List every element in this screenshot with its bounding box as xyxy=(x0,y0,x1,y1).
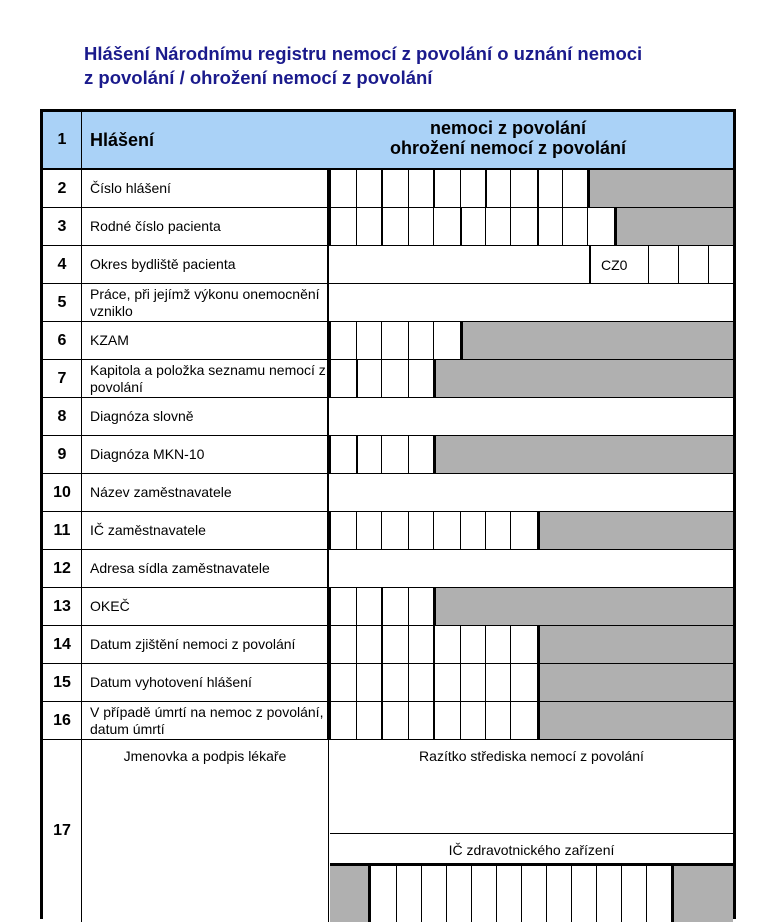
char-box[interactable] xyxy=(356,436,381,473)
input-area[interactable] xyxy=(329,474,733,511)
row-number: 1 xyxy=(43,112,82,168)
input-area[interactable] xyxy=(329,512,733,549)
char-box[interactable] xyxy=(546,866,571,922)
input-area[interactable] xyxy=(329,550,733,587)
row-13 xyxy=(43,588,733,626)
char-box[interactable] xyxy=(537,170,562,207)
char-box[interactable] xyxy=(596,866,621,922)
row-16 xyxy=(43,702,733,740)
row-11 xyxy=(43,512,733,550)
char-box[interactable] xyxy=(460,626,485,663)
shaded-area xyxy=(540,512,733,549)
row-8 xyxy=(43,398,733,436)
char-box[interactable] xyxy=(381,322,408,359)
row-5 xyxy=(43,284,733,322)
row-2 xyxy=(43,170,733,208)
char-box[interactable] xyxy=(460,208,485,245)
report-type-options[interactable] xyxy=(283,118,733,158)
row-number: 3 xyxy=(43,208,82,245)
district-prefix: CZ0 xyxy=(593,246,649,283)
char-box[interactable] xyxy=(485,664,510,701)
field-label: Diagnóza slovně xyxy=(82,398,329,435)
row-number: 14 xyxy=(43,626,82,663)
char-box[interactable] xyxy=(356,360,381,397)
row-4 xyxy=(43,246,733,284)
form-title xyxy=(84,42,764,90)
char-box[interactable] xyxy=(381,664,408,701)
field-label: IČ zaměstnavatele xyxy=(82,512,329,549)
char-box[interactable] xyxy=(356,208,381,245)
char-box[interactable] xyxy=(329,588,356,625)
char-box[interactable] xyxy=(433,208,460,245)
char-box[interactable] xyxy=(408,588,433,625)
field-label: Datum vyhotovení hlášení xyxy=(82,664,329,701)
field-label: KZAM xyxy=(82,322,329,359)
char-box[interactable] xyxy=(408,436,433,473)
char-box[interactable] xyxy=(621,866,646,922)
text-field[interactable] xyxy=(329,246,591,283)
shaded-area xyxy=(540,626,733,663)
row-15 xyxy=(43,664,733,702)
row-number: 2 xyxy=(43,170,82,207)
row-number: 16 xyxy=(43,702,82,739)
row-17-signature xyxy=(43,740,733,922)
char-box[interactable] xyxy=(408,702,433,739)
char-box[interactable] xyxy=(471,866,496,922)
report-form-table xyxy=(40,109,736,919)
char-box[interactable] xyxy=(433,170,460,207)
form-title-line1: Hlášení Národnímu registru nemocí z povolání o uznání nemoci xyxy=(84,43,643,64)
field-label: Adresa sídla zaměstnavatele xyxy=(82,550,329,587)
char-box[interactable] xyxy=(510,208,537,245)
char-box[interactable] xyxy=(510,664,537,701)
row-10 xyxy=(43,474,733,512)
char-box[interactable] xyxy=(485,512,510,549)
char-box[interactable] xyxy=(329,322,356,359)
facility-ic-input[interactable] xyxy=(330,866,733,922)
char-box[interactable] xyxy=(433,322,460,359)
shaded-area xyxy=(436,588,733,625)
char-box[interactable] xyxy=(408,512,433,549)
char-box[interactable] xyxy=(356,626,381,663)
char-box[interactable] xyxy=(381,702,408,739)
row-number: 5 xyxy=(43,284,82,321)
row-number: 12 xyxy=(43,550,82,587)
char-box[interactable] xyxy=(510,170,537,207)
field-label: Název zaměstnavatele xyxy=(82,474,329,511)
row-number: 7 xyxy=(43,360,82,397)
char-box[interactable] xyxy=(371,866,396,922)
center-stamp-field[interactable]: Razítko střediska nemocí z povolání xyxy=(330,740,733,834)
option-occupational-disease[interactable]: nemoci z povolání xyxy=(429,118,587,138)
char-box[interactable] xyxy=(329,626,356,663)
char-box[interactable] xyxy=(329,170,356,207)
char-box[interactable] xyxy=(485,208,510,245)
row-6 xyxy=(43,322,733,360)
field-label: V případě úmrtí na nemoc z povolání, datum úmrtí xyxy=(82,702,329,739)
row-number: 11 xyxy=(43,512,82,549)
text-field[interactable] xyxy=(329,398,733,435)
header-row xyxy=(43,112,733,170)
field-label: Rodné číslo pacienta xyxy=(82,208,329,245)
shaded-area xyxy=(617,208,733,245)
header-label: Hlášení xyxy=(90,129,155,150)
char-box[interactable] xyxy=(460,512,485,549)
char-box[interactable] xyxy=(356,664,381,701)
input-area[interactable] xyxy=(329,626,733,663)
char-box[interactable] xyxy=(510,702,537,739)
char-box[interactable] xyxy=(562,208,587,245)
char-box[interactable] xyxy=(329,208,356,245)
char-box[interactable] xyxy=(408,626,433,663)
char-box[interactable] xyxy=(460,702,485,739)
char-box[interactable] xyxy=(485,170,510,207)
input-area[interactable] xyxy=(329,284,733,321)
char-box[interactable] xyxy=(408,170,433,207)
char-box[interactable] xyxy=(408,664,433,701)
input-area[interactable] xyxy=(329,208,733,245)
row-number: 4 xyxy=(43,246,82,283)
char-box[interactable] xyxy=(485,702,510,739)
char-box[interactable] xyxy=(446,866,471,922)
input-area[interactable] xyxy=(329,170,733,207)
input-area[interactable] xyxy=(329,398,733,435)
char-box[interactable] xyxy=(356,170,381,207)
char-box[interactable] xyxy=(460,170,485,207)
char-box[interactable] xyxy=(329,702,356,739)
char-box[interactable] xyxy=(510,626,537,663)
char-box[interactable] xyxy=(710,246,733,283)
shaded-area xyxy=(590,170,733,207)
char-box[interactable] xyxy=(571,866,596,922)
char-box[interactable] xyxy=(381,588,408,625)
row-number: 10 xyxy=(43,474,82,511)
row-number: 13 xyxy=(43,588,82,625)
facility-ic-label: IČ zdravotnického zařízení xyxy=(330,834,733,866)
input-area[interactable] xyxy=(329,588,733,625)
input-area[interactable] xyxy=(329,436,733,473)
shaded-area xyxy=(540,664,733,701)
char-box[interactable] xyxy=(421,866,446,922)
char-box[interactable] xyxy=(381,208,408,245)
char-box[interactable] xyxy=(356,322,381,359)
row-number: 6 xyxy=(43,322,82,359)
char-box[interactable] xyxy=(329,512,356,549)
text-field[interactable] xyxy=(329,284,733,321)
field-label: OKEČ xyxy=(82,588,329,625)
field-label: Diagnóza MKN-10 xyxy=(82,436,329,473)
char-box[interactable] xyxy=(587,208,614,245)
char-box[interactable] xyxy=(510,512,537,549)
char-box[interactable] xyxy=(329,664,356,701)
row-number: 8 xyxy=(43,398,82,435)
input-area[interactable] xyxy=(329,702,733,739)
char-box[interactable] xyxy=(680,246,709,283)
char-box[interactable] xyxy=(485,626,510,663)
char-box[interactable] xyxy=(396,866,421,922)
char-box[interactable] xyxy=(408,322,433,359)
text-field[interactable] xyxy=(329,550,733,587)
shaded-area xyxy=(436,360,733,397)
row-number: 17 xyxy=(43,740,82,922)
field-label: Kapitola a položka seznamu nemocí z povolání xyxy=(82,360,329,397)
row-14 xyxy=(43,626,733,664)
input-area[interactable] xyxy=(329,360,733,397)
input-area[interactable] xyxy=(329,664,733,701)
input-area[interactable] xyxy=(329,246,733,283)
char-box[interactable] xyxy=(562,170,587,207)
char-box[interactable] xyxy=(381,436,408,473)
char-box[interactable] xyxy=(381,512,408,549)
row-number: 9 xyxy=(43,436,82,473)
row-9 xyxy=(43,436,733,474)
form-title-line2: z povolání / ohrožení nemocí z povolání xyxy=(84,67,433,88)
char-box[interactable] xyxy=(433,664,460,701)
char-box[interactable] xyxy=(356,588,381,625)
field-label: Číslo hlášení xyxy=(82,170,329,207)
char-box[interactable] xyxy=(433,702,460,739)
char-box[interactable] xyxy=(460,664,485,701)
shaded-area xyxy=(436,436,733,473)
text-field[interactable] xyxy=(329,474,733,511)
row-number: 15 xyxy=(43,664,82,701)
shaded-area xyxy=(540,702,733,739)
char-box[interactable] xyxy=(329,360,356,397)
char-box[interactable] xyxy=(433,512,460,549)
char-box[interactable] xyxy=(381,170,408,207)
char-box[interactable] xyxy=(381,626,408,663)
input-area[interactable] xyxy=(329,322,733,359)
char-box[interactable] xyxy=(356,702,381,739)
row-12 xyxy=(43,550,733,588)
field-label: Okres bydliště pacienta xyxy=(82,246,329,283)
char-box[interactable] xyxy=(537,208,562,245)
char-box[interactable] xyxy=(650,246,679,283)
field-label: Práce, při jejímž výkonu onemocnění vzniklo xyxy=(82,284,329,321)
char-box[interactable] xyxy=(521,866,546,922)
char-box[interactable] xyxy=(408,208,433,245)
shaded-area xyxy=(463,322,733,359)
field-label: Datum zjištění nemoci z povolání xyxy=(82,626,329,663)
option-threat-of-disease[interactable]: ohrožení nemocí z povolání xyxy=(389,138,627,158)
char-box[interactable] xyxy=(381,360,408,397)
char-box[interactable] xyxy=(408,360,433,397)
char-box[interactable] xyxy=(433,626,460,663)
row-7 xyxy=(43,360,733,398)
row-3 xyxy=(43,208,733,246)
char-box[interactable] xyxy=(646,866,671,922)
doctor-signature-field[interactable]: Jmenovka a podpis lékaře xyxy=(82,740,329,922)
char-box[interactable] xyxy=(496,866,521,922)
char-box[interactable] xyxy=(356,512,381,549)
char-box[interactable] xyxy=(329,436,356,473)
